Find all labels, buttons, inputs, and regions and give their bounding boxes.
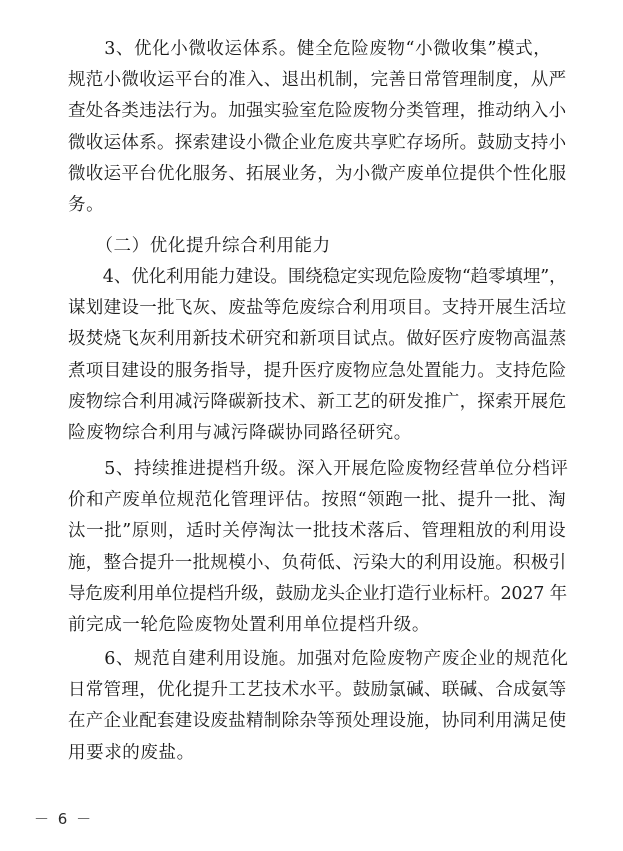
paragraph-line: 导危废利用单位提档升级，鼓励龙头企业打造行业标杆。2027 年	[68, 583, 567, 604]
paragraph-5	[68, 454, 568, 641]
paragraph-line: 前完成一轮危险废物处置利用单位提档升级。	[68, 615, 430, 636]
paragraph-line: 规范小微收运平台的准入、退出机制，完善日常管理制度，从严	[68, 70, 567, 91]
paragraph-line: 3、优化小微收运体系。健全危险废物“小微收集”模式，	[68, 39, 552, 59]
paragraph-line: 5、持续推进提档升级。深入开展危险废物经营单位分档评	[68, 459, 569, 479]
paragraph-line: 4、优化利用能力建设。围绕稳定实现危险废物“趋零填埋”，	[68, 267, 567, 287]
paragraph-line: 在产企业配套建设废盐精制除杂等预处理设施，协同利用满足使	[68, 711, 567, 732]
paragraph-line: 煮项目建设的服务指导，提升医疗废物应急处置能力。支持危险	[68, 360, 567, 381]
paragraph-line: 微收运平台优化服务、拓展业务，为小微产废单位提供个性化服	[68, 163, 567, 184]
page-number: － 6 －	[34, 810, 94, 828]
paragraph-line: 废物综合利用减污降碳新技术、新工艺的研发推广，探索开展危	[68, 391, 567, 412]
paragraph-line: 务。	[68, 195, 105, 216]
paragraph-3	[68, 34, 568, 221]
paragraph-line: 日常管理，优化提升工艺技术水平。鼓励氯碱、联碱、合成氨等	[68, 680, 567, 701]
paragraph-line: 施，整合提升一批规模小、负荷低、污染大的利用设施。积极引	[68, 552, 567, 573]
paragraph-line: 用要求的废盐。	[68, 742, 195, 763]
paragraph-line: 6、规范自建利用设施。加强对危险废物产废企业的规范化	[68, 649, 569, 669]
paragraph-line: 险废物综合利用与减污降碳协同路径研究。	[68, 423, 412, 444]
paragraph-6	[68, 644, 568, 769]
paragraph-line: 汰一批”原则，适时关停淘汰一批技术落后、管理粗放的利用设	[68, 521, 567, 542]
section-heading: （二）优化提升综合利用能力	[68, 236, 331, 256]
paragraph-line: 微收运体系。探索建设小微企业危废共享贮存场所。鼓励支持小	[68, 132, 567, 153]
paragraph-4	[68, 262, 568, 449]
paragraph-line: 价和产废单位规范化管理评估。按照“领跑一批、提升一批、淘	[68, 490, 567, 511]
paragraph-line: 谋划建设一批飞灰、废盐等危废综合利用项目。支持开展生活垃	[68, 298, 567, 319]
paragraph-line: 圾焚烧飞灰利用新技术研究和新项目试点。做好医疗废物高温蒸	[68, 329, 567, 350]
paragraph-line: 查处各类违法行为。加强实验室危险废物分类管理，推动纳入小	[68, 101, 567, 122]
